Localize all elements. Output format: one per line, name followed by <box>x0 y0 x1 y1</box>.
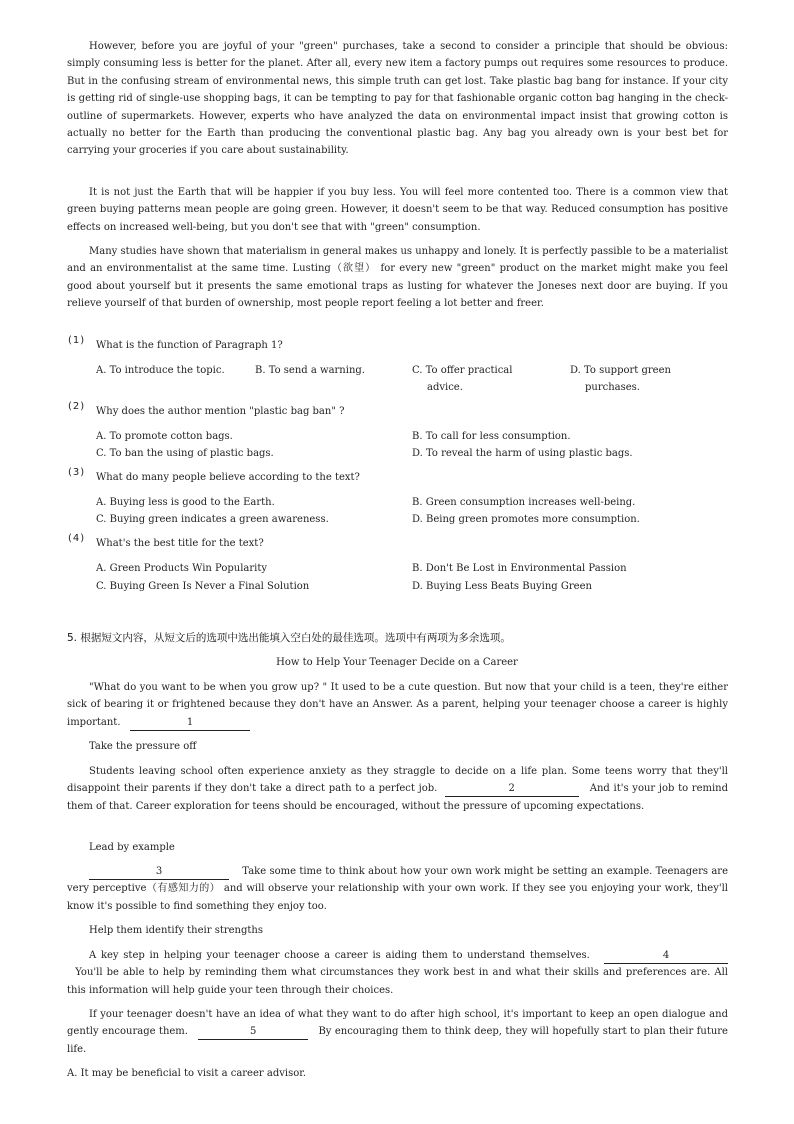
paragraph-strengths <box>67 947 728 999</box>
subheading-lead: Lead by example <box>89 842 175 853</box>
q4-option-c[interactable]: C. Buying Green Is Never a Final Solution <box>96 581 310 592</box>
q1-option-b[interactable]: B. To send a warning. <box>255 365 365 376</box>
blank-4[interactable]: 4 <box>604 949 728 964</box>
passage-5-intro <box>67 679 728 731</box>
paragraph-lead <box>67 863 728 915</box>
q3-option-c[interactable]: C. Buying green indicates a green awareness. <box>96 514 329 525</box>
strengths-text-b: You'll be able to help by reminding them what circumstances they work best in and what their skills and preferences are. All this information will help guide your teen through their choices. <box>67 967 729 996</box>
question-4-text: What's the best title for the text? <box>96 538 264 549</box>
q2-option-b[interactable]: B. To call for less consumption. <box>412 431 571 442</box>
section-5-heading: 5. 根据短文内容，从短文后的选项中选出能填入空白处的最佳选项。选项中有两项为多余选项。 <box>67 632 511 644</box>
subheading-strengths: Help them identify their strengths <box>89 925 263 936</box>
question-1-text: What is the function of Paragraph 1? <box>96 340 283 351</box>
final-text-a: If your teenager doesn't have an idea of what they want to do after high school, it's important to keep an open dialogue and gently encourage them. <box>67 1009 728 1038</box>
q3-option-a[interactable]: A. Buying less is good to the Earth. <box>96 497 275 508</box>
q2-option-d[interactable]: D. To reveal the harm of using plastic bags. <box>412 448 633 459</box>
q1-option-c-line2: advice. <box>427 382 463 394</box>
strengths-text-a: A key step in helping your teenager choose a career is aiding them to understand themselves. <box>89 950 590 961</box>
lead-text: Take some time to think about how your own work might be setting an example. Teenagers are very perceptive（有感知力的） and will observe your relationship with your own work. If they see you enjoying your work, they'll know it's possible to find something they enjoy too. <box>67 866 728 912</box>
q1-option-d[interactable] <box>570 362 710 397</box>
passage-paragraph-2: It is not just the Earth that will be happier if you buy less. You will feel more contented too. There is a common view that green buying patterns mean people are going green. However, it doesn't seem to be that way. Reduced consumption has positive effects on increased well-being, but you don't see that with "green" consumption. <box>67 187 728 233</box>
intro-text: "What do you want to be when you grow up? " It used to be a cute question. But now that your child is a teen, they're either sick of bearing it or frightened because they don't have an Answer. As a parent, helping your teenager choose a career is highly important. <box>67 682 728 728</box>
question-3-text: What do many people believe according to the text? <box>96 472 360 483</box>
q1-option-c[interactable] <box>412 362 552 397</box>
pressure-text-a: Students leaving school often experience anxiety as they straggle to decide on a life plan. Some teens worry that they'll disappoint their parents if they don't take a direct path to a perfect job. <box>67 766 728 795</box>
q1-option-d-line1: D. To support green <box>570 365 671 376</box>
q1-option-d-line2: purchases. <box>585 382 640 394</box>
paragraph-final <box>67 1006 728 1058</box>
q3-option-d[interactable]: D. Being green promotes more consumption. <box>412 514 640 525</box>
q2-option-c[interactable]: C. To ban the using of plastic bags. <box>96 448 274 459</box>
blank-2[interactable]: 2 <box>445 782 579 797</box>
q4-option-b[interactable]: B. Don't Be Lost in Environmental Passion <box>412 563 627 574</box>
subheading-pressure: Take the pressure off <box>89 741 197 752</box>
q2-option-a[interactable]: A. To promote cotton bags. <box>96 431 233 442</box>
option-a-five[interactable]: A. It may be beneficial to visit a career advisor. <box>67 1068 307 1079</box>
question-number-4: (4) <box>68 533 86 544</box>
question-number-2: (2) <box>68 401 86 412</box>
blank-5[interactable]: 5 <box>198 1025 308 1040</box>
passage-paragraph-1: However, before you are joyful of your "green" purchases, take a second to consider a principle that should be obvious: simply consuming less is better for the planet. After all, every new item a factory pumps out requires some resources to produce. But in the confusing stream of environmental news, this simple truth can get lost. Take plastic bag bang for instance. If your city is getting rid of single-use shopping bags, it can be tempting to pay for that fashionable organic cotton bag hanging in the check-outline of supermarkets. However, experts who have analyzed the data on environmental impact insist that growing cotton is actually no better for the Earth than producing the conventional plastic bag. Any bag you already own is your best bet for carrying your groceries if you care about sustainability. <box>67 41 728 157</box>
question-2-text: Why does the author mention "plastic bag ban" ? <box>96 406 345 417</box>
q4-option-d[interactable]: D. Buying Less Beats Buying Green <box>412 581 592 592</box>
q1-option-a[interactable]: A. To introduce the topic. <box>96 365 225 376</box>
q1-option-c-line1: C. To offer practical <box>412 365 513 376</box>
q3-option-b[interactable]: B. Green consumption increases well-being. <box>412 497 636 508</box>
passage-paragraph-3: Many studies have shown that materialism in general makes us unhappy and lonely. It is perfectly passible to be a materialist and an environmentalist at the same time. Lusting（欲望） for every new "green" product on the market might make you feel good about yourself but it presents the same emotional traps as lusting for whatever the Joneses next door are buying. If you relieve yourself of that burden of ownership, most people report feeling a lot better and freer. <box>67 246 728 310</box>
final-text-b: By encouraging them to think deep, they will hopefully start to plan their future life. <box>67 1026 728 1055</box>
question-number-3: (3) <box>68 467 86 478</box>
pressure-text-b: And it's your job to remind them of that. Career exploration for teens should be encouraged, without the pressure of upcoming expectations. <box>67 783 729 812</box>
paragraph-pressure <box>67 763 728 815</box>
question-number-1: (1) <box>68 335 86 346</box>
blank-3[interactable]: 3 <box>89 865 229 880</box>
blank-1[interactable]: 1 <box>130 716 250 731</box>
q4-option-a[interactable]: A. Green Products Win Popularity <box>96 563 268 574</box>
passage-5-title: How to Help Your Teenager Decide on a Career <box>276 657 518 668</box>
